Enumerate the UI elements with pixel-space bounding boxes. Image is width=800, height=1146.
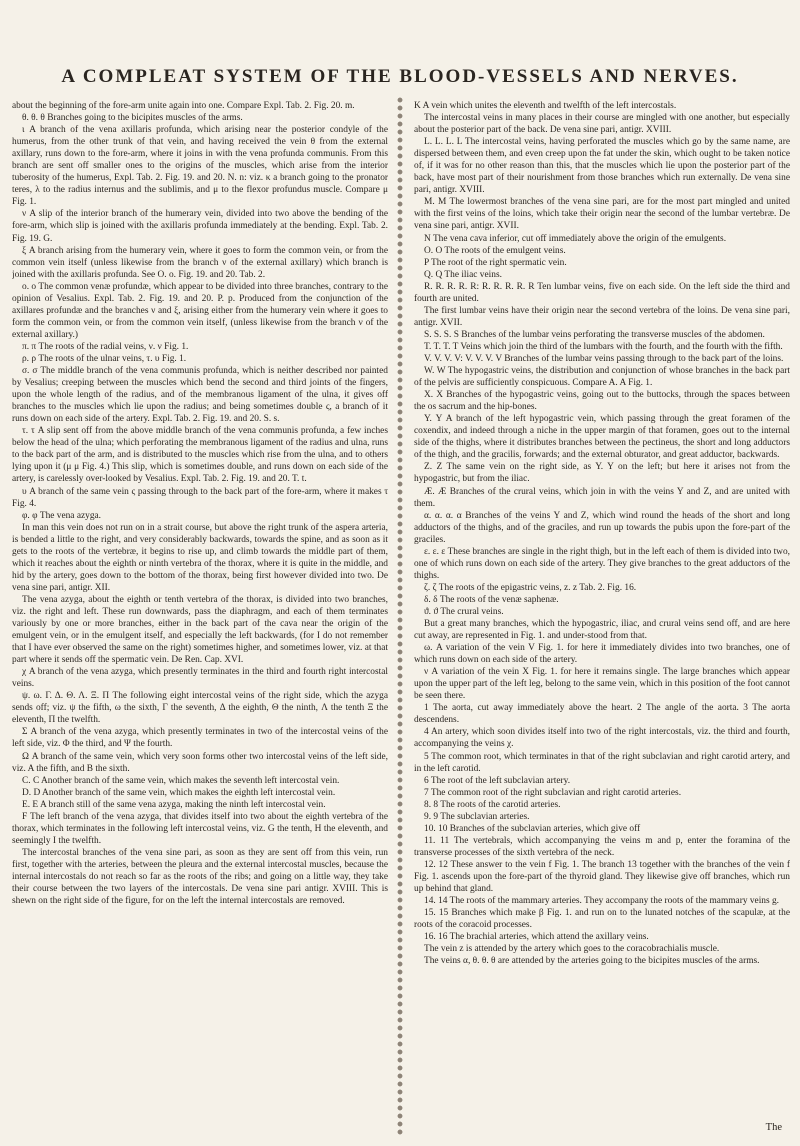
paragraph: 14. 14 The roots of the mammary arteries. They accompany the roots of the mammary veins g. [424, 896, 780, 907]
column-divider [396, 96, 404, 1136]
paragraph: υ A branch of the same vein ς passing through to the back part of the fore-arm, where it makes τ Fig. 4. [12, 486, 388, 509]
paragraph: 16. 16 The brachial arteries, which attend the axillary veins. [424, 932, 649, 943]
paragraph: ρ. ρ The roots of the ulnar veins, τ. υ Fig. 1. [22, 353, 187, 364]
paragraph: D. D Another branch of the same vein, which makes the eighth left intercostal vein. [22, 787, 336, 798]
paragraph: ξ A branch arising from the humerary vein, where it goes to form the common vein, or from the common vein itself (unless likewise from the branch ν of the external axillary) which branch is joined with the axillaris profunda. See O. o. Fig. 19. and 20. Tab. 2. [12, 245, 388, 280]
paragraph: The vena azyga, about the eighth or tenth vertebra of the thorax, is divided into two branches, viz. the right and left. These run downwards, pass the diaphragm, and each of them terminates variously by one or more branches, either in the back part of the cava near the origin of the emulgent vein, or in the emulgent itself, and especially the left backwards, (for I do not remember that I have ever observed the same on the right) sometimes higher, and sometimes lower, viz. at that part where it sends off the spermatic vein. De Ren. Cap. XVI. [12, 594, 388, 666]
page-title: A COMPLEAT SYSTEM OF THE BLOOD-VESSELS AND NERVES. [61, 66, 739, 87]
paragraph: L. L. L. L The intercostal veins, having perforated the muscles which go by the same name, are dispersed between them, and even creep upon the fat under the skin, which ought to be taken notice of, if it was for no other reason than this, that the muscles which lie upon the posterior part of the back, have most part of their nourishment from those branches which run externally. De vena sine pari, antigr. XVIII. [414, 137, 790, 196]
paragraph: ν A slip of the interior branch of the humerary vein, divided into two above the bending of the fore-arm, which slip is joined with the axillaris profunda immediately at the bending. Expl. Tab. 2. Fig. 19. G. [12, 209, 388, 244]
paragraph: R. R. R. R. R: R. R. R. R. R Ten lumbar veins, five on each side. On the left side the third and fourth are united. [414, 281, 790, 304]
paragraph: 7 The common root of the right subclavian and right carotid arteries. [424, 787, 682, 798]
paragraph: χ A branch of the vena azyga, which presently terminates in the third and fourth right intercostal veins. [12, 667, 388, 690]
paragraph: Æ. Æ Branches of the crural veins, which join in with the veins Y and Z, and are united with them. [414, 486, 790, 509]
right-column [414, 100, 790, 1130]
paragraph: about the beginning of the fore-arm unite again into one. Compare Expl. Tab. 2. Fig. 20. m. [12, 101, 355, 111]
paragraph: 1 The aorta, cut away immediately above the heart. 2 The angle of the aorta. 3 The aorta descendens. [414, 703, 790, 726]
paragraph: S. S. S. S Branches of the lumbar veins perforating the transverse muscles of the abdomen. [424, 329, 765, 340]
paragraph: 10. 10 Branches of the subclavian arteries, which give off [424, 823, 641, 834]
paragraph: ψ. ω. Γ. Δ. Θ. Λ. Ξ. Π The following eight intercostal veins of the right side, which the azyga sends off; viz. ψ the fifth, ω the sixth, Γ the seventh, Δ the eighth, Θ the ninth, Λ the tenth Ξ the eleventh, Π the twelfth. [12, 691, 388, 726]
paragraph: The intercostal branches of the vena sine pari, as soon as they are sent off from this vein, run first, together with the arteries, between the pleura and the external intercostal muscles, because the internal intercostals do not reach so far as the roots of the ribs; and going on a little way, they take their course between the two layers of the intercostals. De vena sine pari antigr. XVIII. This is shewn on the right side of the figure, for on the left the internal intercostals are removed. [12, 847, 388, 907]
paragraph: Q. Q The iliac veins. [424, 269, 502, 280]
paragraph: T. T. T. T Veins which join the third of the lumbars with the fourth, and the fourth with the fifth. [424, 341, 783, 352]
paragraph: P The root of the right spermatic vein. [424, 257, 567, 268]
paragraph: X. X Branches of the hypogastric veins, going out to the buttocks, through the spaces between the os sacrum and the hip-bones. [414, 390, 790, 413]
paragraph: Y. Y A branch of the left hypogastric vein, which passing through the great foramen of the coxendix, and indeed through a niche in the upper margin of that foramen, goes out to the internal side of the thighs, where it distributes branches between the pectineus, the short and long adductors of the thigh, and the gracilis, forwards; and the external obturator, and great adductor, backwards. [414, 414, 790, 461]
paragraph: 4 An artery, which soon divides itself into two of the right intercostals, viz. the third and fourth, accompanying the veins χ. [414, 727, 790, 750]
paragraph: 5 The common root, which terminates in that of the right subclavian and right carotid artery, and in the left carotid. [414, 751, 790, 774]
paragraph: M. M The lowermost branches of the vena sine pari, are for the most part mingled and united with the first veins of the loins, which take their origin near the second of the lumbar vertebræ. De vena sine pari, antigr. XVII. [414, 197, 790, 232]
paragraph: π. π The roots of the radial veins, ν. ν Fig. 1. [22, 341, 189, 352]
paragraph: 8. 8 The roots of the carotid arteries. [424, 799, 561, 810]
paragraph: ε. ε. ε These branches are single in the right thigh, but in the left each of them is divided into two, one of which runs down on each side of the artery. They give branches to the great adductors of the thighs. [414, 546, 790, 581]
paragraph: ζ. ζ The roots of the epigastric veins, z. z Tab. 2. Fig. 16. [424, 582, 637, 593]
paragraph: The vein z is attended by the artery which goes to the coracobrachialis muscle. [424, 944, 720, 955]
paragraph: 11. 11 The vertebrals, which accompanying the veins m and p, enter the foramina of the transverse processes of the sixth vertebra of the neck. [414, 835, 790, 858]
paragraph: Z. Z The same vein on the right side, as Y. Y on the left; but here it arises not from the hypogastric, but from the iliac. [414, 462, 790, 485]
catchword: The [765, 1122, 782, 1133]
paragraph: O. O The roots of the emulgent veins. [424, 245, 566, 256]
paragraph: Ω A branch of the same vein, which very soon forms other two intercostal veins of the left side, viz. A the fifth, and B the sixth. [12, 751, 388, 774]
paragraph: τ. τ A slip sent off from the above middle branch of the vena communis profunda, a few inches below the head of the ulna; which perforating the membranous ligament of the radius and ulna, runs to the back part of the arm, and is distributed to the muscles which rise from the ulna, and to others lying upon it (μ μ Fig. 4.) This slip, which is sometimes double, and runs down on each side of the artery, is carelessly over-looked by Vesalius. Expl. Tab. 2. Fig. 19. and 20. T. t. [12, 426, 388, 485]
paragraph: V. V. V. V: V. V. V. V Branches of the lumbar veins passing through to the back part of the loins. [424, 353, 784, 364]
paragraph: ω. A variation of the vein V Fig. 1. for here it immediately divides into two branches, one of which runs down on each side of the artery. [414, 643, 790, 666]
paragraph: ι A branch of the vena axillaris profunda, which arising near the posterior condyle of the humerus, from the other trunk of that vein, and having received the vein θ from the external axillary, runs down to the fore-arm, where it joins in with the vena profunda communis. From this branch are sent off smaller ones to the origins of the muscles, which arise from the interior tuberosity of the humerus, Expl. Tab. 2. Fig. 19. and 20. N. n: viz. κ a branch going to the pronator teres, λ to the radius internus and the sublimis, and μ to the flexor profundus muscle. Compare μ Fig. 1. [12, 125, 388, 208]
paragraph: ν A variation of the vein X Fig. 1. for here it remains single. The large branches which appear upon the upper part of the left leg, belong to the same vein, which in this position of the foot cannot be seen there. [414, 667, 790, 702]
paragraph: φ. φ The vena azyga. [22, 510, 102, 521]
paragraph: The veins α, θ. θ. θ are attended by the arteries going to the bicipites muscles of the arms. [424, 956, 760, 967]
paragraph: F The left branch of the vena azyga, that divides itself into two about the eighth vertebra of the thorax, which terminates in the following left intercostal veins, viz. G the tenth, H the eleventh, and seemingly I the twelfth. [12, 811, 388, 846]
paragraph: E. E A branch still of the same vena azyga, making the ninth left intercostal vein. [22, 799, 326, 810]
left-column [12, 100, 388, 1130]
paragraph: Σ A branch of the vena azyga, which presently terminates in two of the intercostal veins of the left side, viz. Φ the third, and Ψ the fourth. [12, 727, 388, 750]
paragraph: α. α. α. α Branches of the veins Y and Z, which wind round the heads of the short and long adductors of the thighs, and of the graciles, and run up towards the pubis upon the fore-part of the graciles. [414, 510, 790, 545]
paragraph: 9. 9 The subclavian arteries. [424, 811, 530, 822]
paragraph: σ. σ The middle branch of the vena communis profunda, which is neither described nor painted by Vesalius; creeping between the muscles which bend the second and third joints of the fingers, upon the whole length of the radius, and of the membranous ligament of the ulna, it gives off branches to the muscles which lie upon the radius; and being sometimes double ς, a branch of it runs down on each side of the artery. Expl. Tab. 2. Fig. 19. and 20. S. s. [12, 366, 388, 425]
paragraph: 15. 15 Branches which make β Fig. 1. and run on to the lunated notches of the scapulæ, at the roots of the coracoid processes. [414, 908, 790, 931]
paragraph: W. W The hypogastric veins, the distribution and conjunction of whose branches in the back part of the pelvis are sufficiently conspicuous. Compare A. A Fig. 1. [414, 366, 790, 389]
paragraph: In man this vein does not run on in a strait course, but above the right trunk of the aspera arteria, is bended a little to the right, and very considerably backwards, towards the spine, and as soon as it gets to the roots of the vertebræ, it begins to rise up, and climb towards the middle part of them, which it reaches about the eighth or ninth vertebra of the thorax, where it is quite in the middle, and hid by the artery, goes down to the bottom of the thorax, being first however divided into two. De vena sine pari, antigr. XII. [12, 522, 388, 593]
paragraph: N The vena cava inferior, cut off immediately above the origin of the emulgents. [424, 233, 727, 244]
paragraph: But a great many branches, which the hypogastric, iliac, and crural veins send off, and are here cut away, are represented in Fig. 1. and under-stood from that. [414, 619, 790, 642]
paragraph: The first lumbar veins have their origin near the second vertebra of the loins. De vena sine pari, antigr. XVII. [414, 305, 790, 328]
paragraph: θ. θ. θ Branches going to the bicipites muscles of the arms. [22, 113, 243, 124]
paragraph: ο. ο The common venæ profundæ, which appear to be divided into three branches, contrary to the opinion of Vesalius. Expl. Tab. 2. Fig. 19. and 20. P. p. Produced from the conjunction of the axillares profundæ and the branches ν and ξ, arising either from the humerary vein where it goes to form the common vein, or from the common vein itself, (unless likewise from the branch ν of the external axillary.) [12, 281, 388, 340]
paragraph: δ. δ The roots of the venæ saphenæ. [424, 594, 559, 605]
paragraph: C. C Another branch of the same vein, which makes the seventh left intercostal vein. [22, 775, 340, 786]
paragraph: The intercostal veins in many places in their course are mingled with one another, but especially about the posterior part of the back. De vena sine pari, antigr. XVIII. [414, 113, 790, 136]
paragraph: ϑ. ϑ The crural veins. [424, 606, 504, 617]
paragraph: K A vein which unites the eleventh and twelfth of the left intercostals. [414, 101, 677, 111]
paragraph: 12. 12 These answer to the vein f Fig. 1. The branch 13 together with the branches of the vein f Fig. 1. ascends upon the fore-part of the thyroid gland. They likewise give off branches, which run up behind that gland. [414, 859, 790, 895]
paragraph: 6 The root of the left subclavian artery. [424, 775, 571, 786]
